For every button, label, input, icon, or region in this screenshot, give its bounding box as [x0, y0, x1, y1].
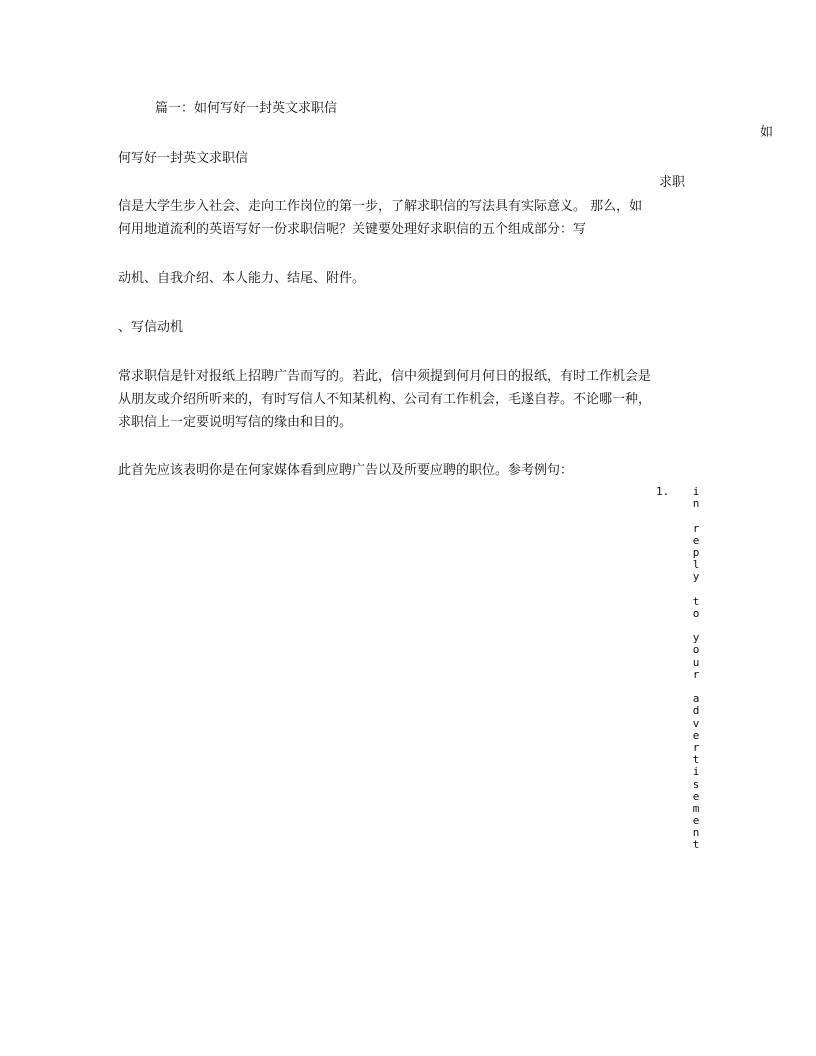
- example-char: s: [692, 777, 700, 791]
- example-vertical-text: [688, 486, 704, 852]
- example-char: d: [692, 704, 700, 718]
- paragraph-2: 此首先应该表明你是在何家媒体看到应聘广告以及所要应聘的职位。参考例句：: [118, 463, 574, 478]
- example-char: n: [692, 826, 700, 840]
- intro-start: 求职: [659, 175, 686, 190]
- example-char: e: [692, 814, 700, 828]
- heading-text: 何写好一封英文求职信: [118, 151, 249, 166]
- document-title: 篇一：如何写好一封英文求职信: [155, 101, 338, 116]
- example-char: r: [692, 667, 700, 681]
- paragraph-1-line-1: 常求职信是针对报纸上招聘广告而写的。若此，信中须提到何月何日的报纸，有时工作机会是: [118, 369, 652, 384]
- example-char: [688, 584, 704, 596]
- intro-line-3: 动机、自我介绍、本人能力、结尾、附件。: [118, 271, 366, 286]
- example-char: t: [692, 753, 700, 767]
- intro-line-2: 何用地道流利的英语写好一份求职信呢？关键要处理好求职信的五个组成部分：写: [118, 222, 587, 237]
- example-char: n: [692, 497, 700, 511]
- example-char: a: [692, 692, 700, 706]
- example-char: l: [692, 558, 700, 572]
- example-char: o: [692, 606, 700, 620]
- example-char: m: [692, 801, 700, 815]
- example-number: 1.: [656, 485, 670, 498]
- intro-line-1: 信是大学生步入社会、走向工作岗位的第一步，了解求职信的写法具有实际意义。 那么，如: [118, 199, 643, 214]
- section-heading: 、写信动机: [118, 320, 184, 335]
- paragraph-1-line-3: 求职信上一定要说明写信的缘由和目的。: [118, 415, 353, 430]
- paragraph-1-line-2: 从朋友或介绍所听来的，有时写信人不知某机构、公司有工作机会，毛遂自荐。不论哪一种，: [118, 392, 652, 407]
- example-char: u: [692, 655, 700, 669]
- example-char: i: [692, 765, 700, 779]
- example-char: t: [692, 838, 700, 852]
- example-char: o: [692, 643, 700, 657]
- example-char: y: [692, 631, 700, 645]
- example-char: e: [692, 728, 700, 742]
- example-char: r: [692, 740, 700, 754]
- example-char: y: [692, 570, 700, 584]
- example-char: v: [692, 716, 700, 730]
- example-char: e: [692, 789, 700, 803]
- heading-start-char: 如: [760, 125, 774, 140]
- example-char: p: [692, 545, 700, 559]
- example-char: r: [692, 521, 700, 535]
- example-char: e: [692, 533, 700, 547]
- example-char: [688, 510, 704, 522]
- example-char: t: [692, 594, 700, 608]
- example-char: i: [692, 485, 700, 498]
